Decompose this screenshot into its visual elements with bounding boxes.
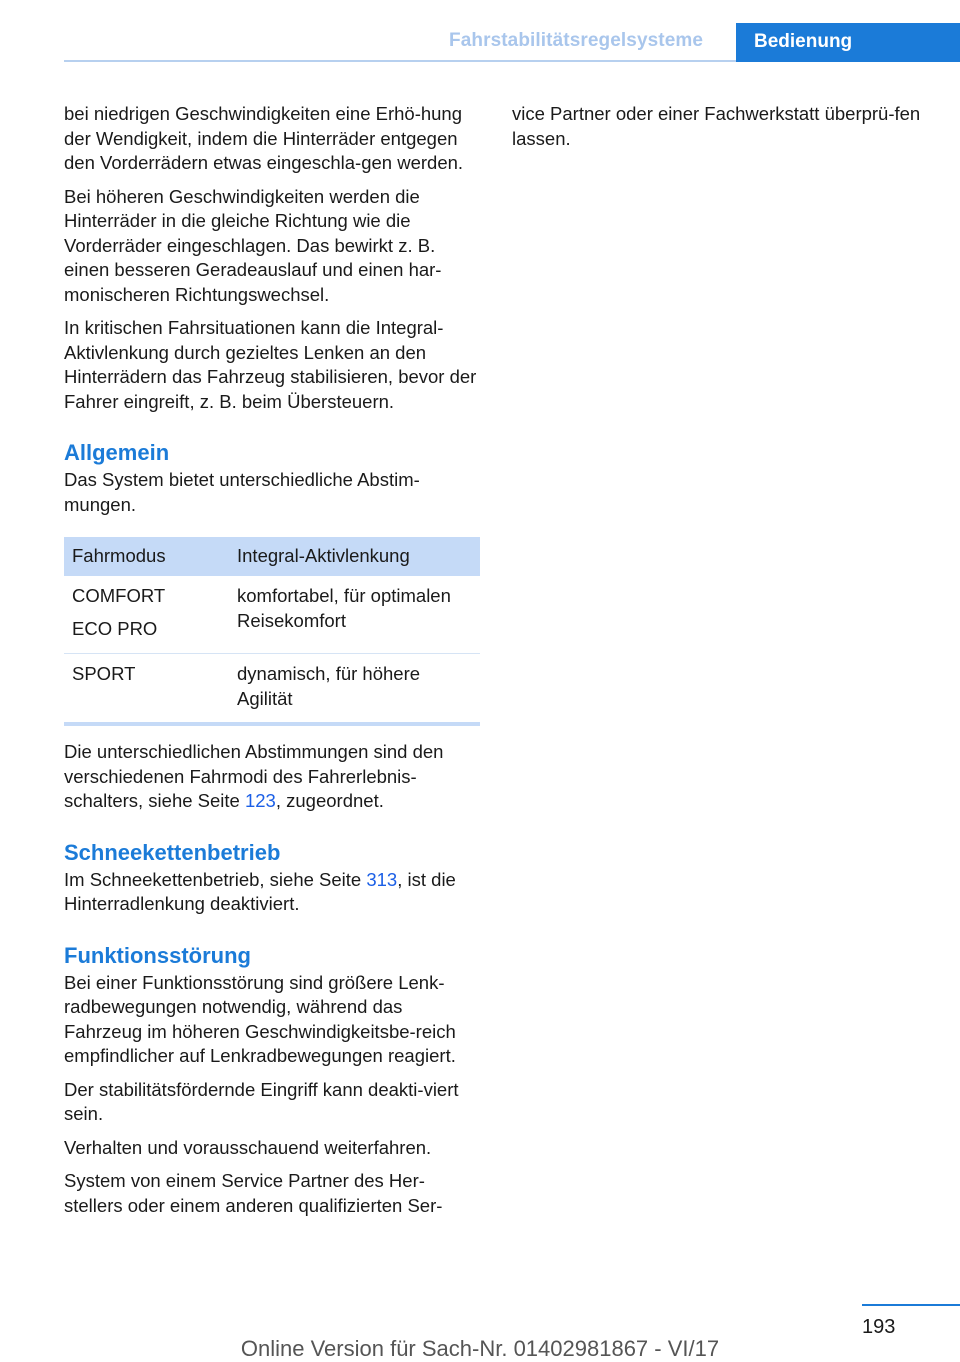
left-column	[64, 102, 480, 1227]
text: Im Schneekettenbetrieb, siehe Seite	[64, 868, 367, 890]
paragraph: Bei höheren Geschwindigkeiten werden die Hinterräder in die gleiche Richtung wie die Vorderräder eingeschlagen. Das bewirkt z. B. einen besseren Geradeauslauf und einen har‐monischeren Richtungswechsel.	[64, 185, 442, 305]
footer-rule	[862, 1304, 960, 1306]
mode-label: COMFORT	[72, 585, 166, 606]
text: Die unterschiedlichen Abstimmungen sind den verschiedenen Fahrmodi des Fahrerlebnis‐schalters, siehe Seite	[64, 741, 444, 811]
paragraph: Der stabilitätsfördernde Eingriff kann deakti‐viert sein.	[64, 1078, 459, 1124]
heading-funktionsstoerung: Funktionsstörung	[64, 942, 251, 968]
page-link[interactable]: 313	[366, 868, 398, 890]
paragraph: bei niedrigen Geschwindigkeiten eine Erhö‐hung der Wendigkeit, indem die Hinterräder entgegen den Vorderrädern etwas eingeschla‐gen werden.	[64, 103, 464, 173]
paragraph: Verhalten und vorausschauend weiterfahren.	[64, 1136, 432, 1158]
table-header-cell: Integral-Aktivlenkung	[229, 537, 480, 576]
header-tab-label: Bedienung	[754, 31, 853, 52]
header-section-title[interactable]: Fahrstabilitätsregelsysteme	[449, 30, 704, 51]
table-header-cell: Fahrmodus	[64, 537, 229, 576]
page-number: 193	[862, 1316, 896, 1338]
mode-label: ECO PRO	[72, 617, 158, 639]
table-cell-mode	[64, 654, 229, 725]
table-cell-mode	[64, 576, 229, 654]
heading-schneekettenbetrieb: Schneekettenbetrieb	[64, 839, 281, 865]
text: , zugeordnet.	[275, 790, 384, 811]
mode-label: SPORT	[72, 663, 136, 684]
table-header-row	[64, 537, 480, 576]
driving-mode-table	[64, 537, 480, 726]
table-cell-desc: komfortabel, für optimalen Reisekomfort	[229, 576, 480, 654]
header-tab[interactable]	[736, 23, 960, 62]
online-version-note: Online Version für Sach-Nr. 01402981867 - VI/17	[240, 1336, 720, 1361]
paragraph: Das System bietet unterschiedliche Abstim‐mungen.	[64, 469, 420, 515]
paragraph	[64, 868, 480, 917]
table-row	[64, 576, 480, 654]
paragraph	[64, 740, 480, 814]
paragraph: In kritischen Fahrsituationen kann die Integral-Aktivlenkung durch gezieltes Lenken an den Hinterrädern das Fahrzeug stabilisieren, bevor der Fahrer eingreift, z. B. beim Übersteuern.	[64, 317, 477, 412]
text: , ist die Hinterradlenkung deaktiviert.	[64, 868, 456, 914]
right-column	[512, 102, 928, 160]
paragraph: vice Partner oder einer Fachwerkstatt überprü‐fen lassen.	[512, 103, 921, 149]
table-cell-desc: dynamisch, für höhere Agilität	[229, 654, 480, 725]
table-row	[64, 654, 480, 725]
paragraph: System von einem Service Partner des Her‐stellers oder einem anderen qualifizierten Ser‐	[64, 1170, 443, 1216]
page-link[interactable]: 123	[244, 790, 276, 811]
heading-allgemein: Allgemein	[64, 440, 170, 465]
paragraph: Bei einer Funktionsstörung sind größere Lenk‐radbewegungen notwendig, während das Fahrzeug im höheren Geschwindigkeitsbe‐reich empfindlicher auf Lenkradbewegungen reagiert.	[64, 971, 456, 1066]
